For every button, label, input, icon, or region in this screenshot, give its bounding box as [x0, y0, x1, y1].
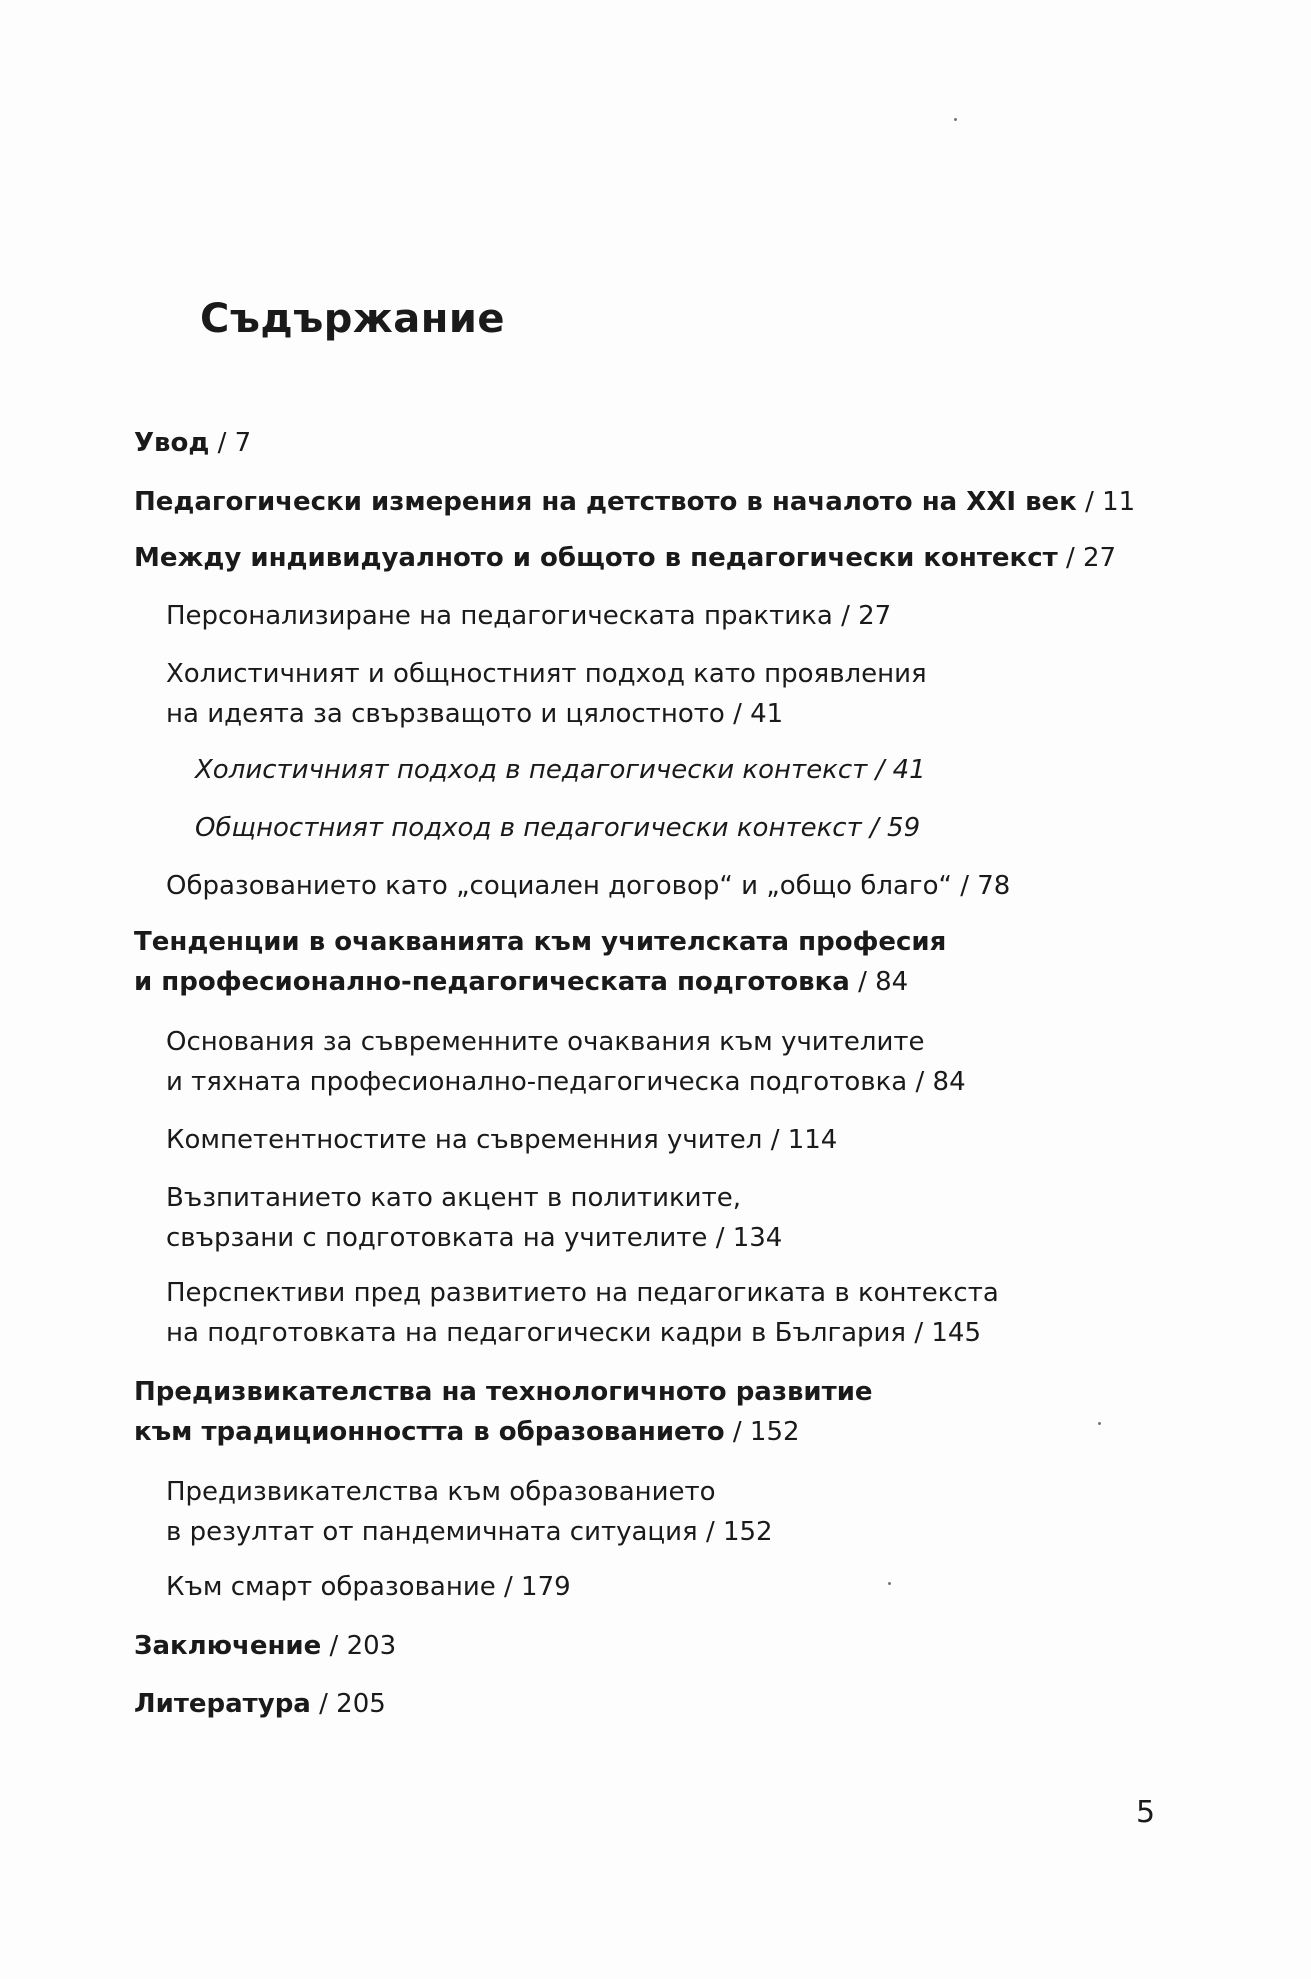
- toc-entry-page: / 78: [960, 871, 1011, 901]
- toc-entry-page: / 41: [733, 699, 784, 729]
- toc-entry: [166, 866, 1010, 906]
- toc-entry-title: Заключение: [134, 1631, 322, 1661]
- toc-entry-page: / 134: [715, 1223, 783, 1253]
- toc-entry-title-cont: свързани с подготовката на учителите: [166, 1223, 708, 1253]
- scan-speck: [954, 118, 957, 121]
- toc-entry-page: / 84: [858, 967, 909, 997]
- scan-speck: [888, 1582, 891, 1585]
- toc-entry-page: / 203: [329, 1631, 397, 1661]
- toc-entry-page: / 27: [1065, 543, 1117, 573]
- toc-entry-title: Увод: [134, 428, 210, 458]
- toc-entry: [134, 482, 1135, 522]
- toc-entry-page: / 59: [870, 813, 921, 843]
- toc-entry-title: Възпитанието като акцент в политиките,: [166, 1183, 741, 1213]
- toc-entry-page: / 179: [504, 1572, 571, 1602]
- toc-entry: [195, 750, 926, 790]
- toc-entry-page: / 84: [915, 1067, 966, 1097]
- toc-entry-page: / 145: [914, 1318, 981, 1348]
- toc-entry: [166, 1178, 782, 1258]
- toc-entry-page: / 152: [732, 1417, 800, 1447]
- toc-entry: [134, 423, 251, 463]
- toc-entry-title: Холистичният и общностният подход като проявления: [166, 659, 927, 689]
- toc-entry-page: / 41: [875, 755, 926, 785]
- toc-entry: [166, 1022, 966, 1102]
- toc-entry: [166, 1472, 773, 1552]
- toc-entry-title: Компетентностите на съвременния учител: [166, 1125, 763, 1155]
- toc-entry-title: Предизвикателства на технологичното развитие: [134, 1377, 873, 1407]
- toc-entry-title: Педагогически измерения на детството в началото на XXI век: [134, 487, 1077, 517]
- toc-entry-title: Предизвикателства към образованието: [166, 1477, 716, 1507]
- toc-entry: [166, 1120, 837, 1160]
- toc-entry-page: / 205: [319, 1689, 386, 1719]
- toc-entry-title-cont: в резултат от пандемичната ситуация: [166, 1517, 698, 1547]
- toc-entry-title: Към смарт образование: [166, 1572, 496, 1602]
- toc-entry-title: Литература: [134, 1689, 311, 1719]
- toc-entry-title: Общностният подход в педагогически контекст: [195, 813, 862, 843]
- toc-entry-page: / 152: [705, 1517, 773, 1547]
- toc-entry: [134, 1372, 873, 1452]
- toc-entry-page: / 11: [1085, 487, 1136, 517]
- toc-entry: [166, 1273, 999, 1353]
- toc-entry: [166, 596, 891, 636]
- toc-entry-title: Персонализиране на педагогическата практика: [166, 601, 833, 631]
- toc-entry-page: / 114: [770, 1125, 838, 1155]
- toc-entry-page: / 7: [217, 428, 252, 458]
- toc-entry-title-cont: на идеята за свързващото и цялостното: [166, 699, 725, 729]
- toc-entry: [134, 538, 1116, 578]
- toc-entry-title-cont: на подготовката на педагогически кадри в България: [166, 1318, 907, 1348]
- toc-entry-title: Холистичният подход в педагогически контекст: [195, 755, 868, 785]
- toc-entry-title: Перспективи пред развитието на педагогиката в контекста: [166, 1278, 999, 1308]
- toc-entry: [134, 1626, 396, 1666]
- toc-entry-title-cont: към традиционността в образованието: [134, 1417, 725, 1447]
- toc-heading: Съдържание: [200, 296, 505, 342]
- toc-entry: [134, 1684, 386, 1724]
- toc-entry-title: Основания за съвременните очаквания към учителите: [166, 1027, 925, 1057]
- toc-entry: [134, 922, 946, 1002]
- page-number: 5: [1136, 1795, 1156, 1830]
- toc-entry: [166, 654, 927, 734]
- toc-entry: [195, 808, 920, 848]
- toc-entry-title-cont: и тяхната професионално-педагогическа подготовка: [166, 1067, 908, 1097]
- toc-entry-title-cont: и професионално-педагогическата подготовка: [134, 967, 850, 997]
- toc-entry-title: Между индивидуалното и общото в педагогически контекст: [134, 543, 1058, 573]
- toc-entry-title: Тенденции в очакванията към учителската професия: [134, 927, 947, 957]
- toc-entry-title: Образованието като „социален договор“ и „общо благо“: [166, 871, 952, 901]
- scan-speck: [1098, 1422, 1101, 1425]
- toc-entry: [166, 1567, 571, 1607]
- toc-entry-page: / 27: [841, 601, 892, 631]
